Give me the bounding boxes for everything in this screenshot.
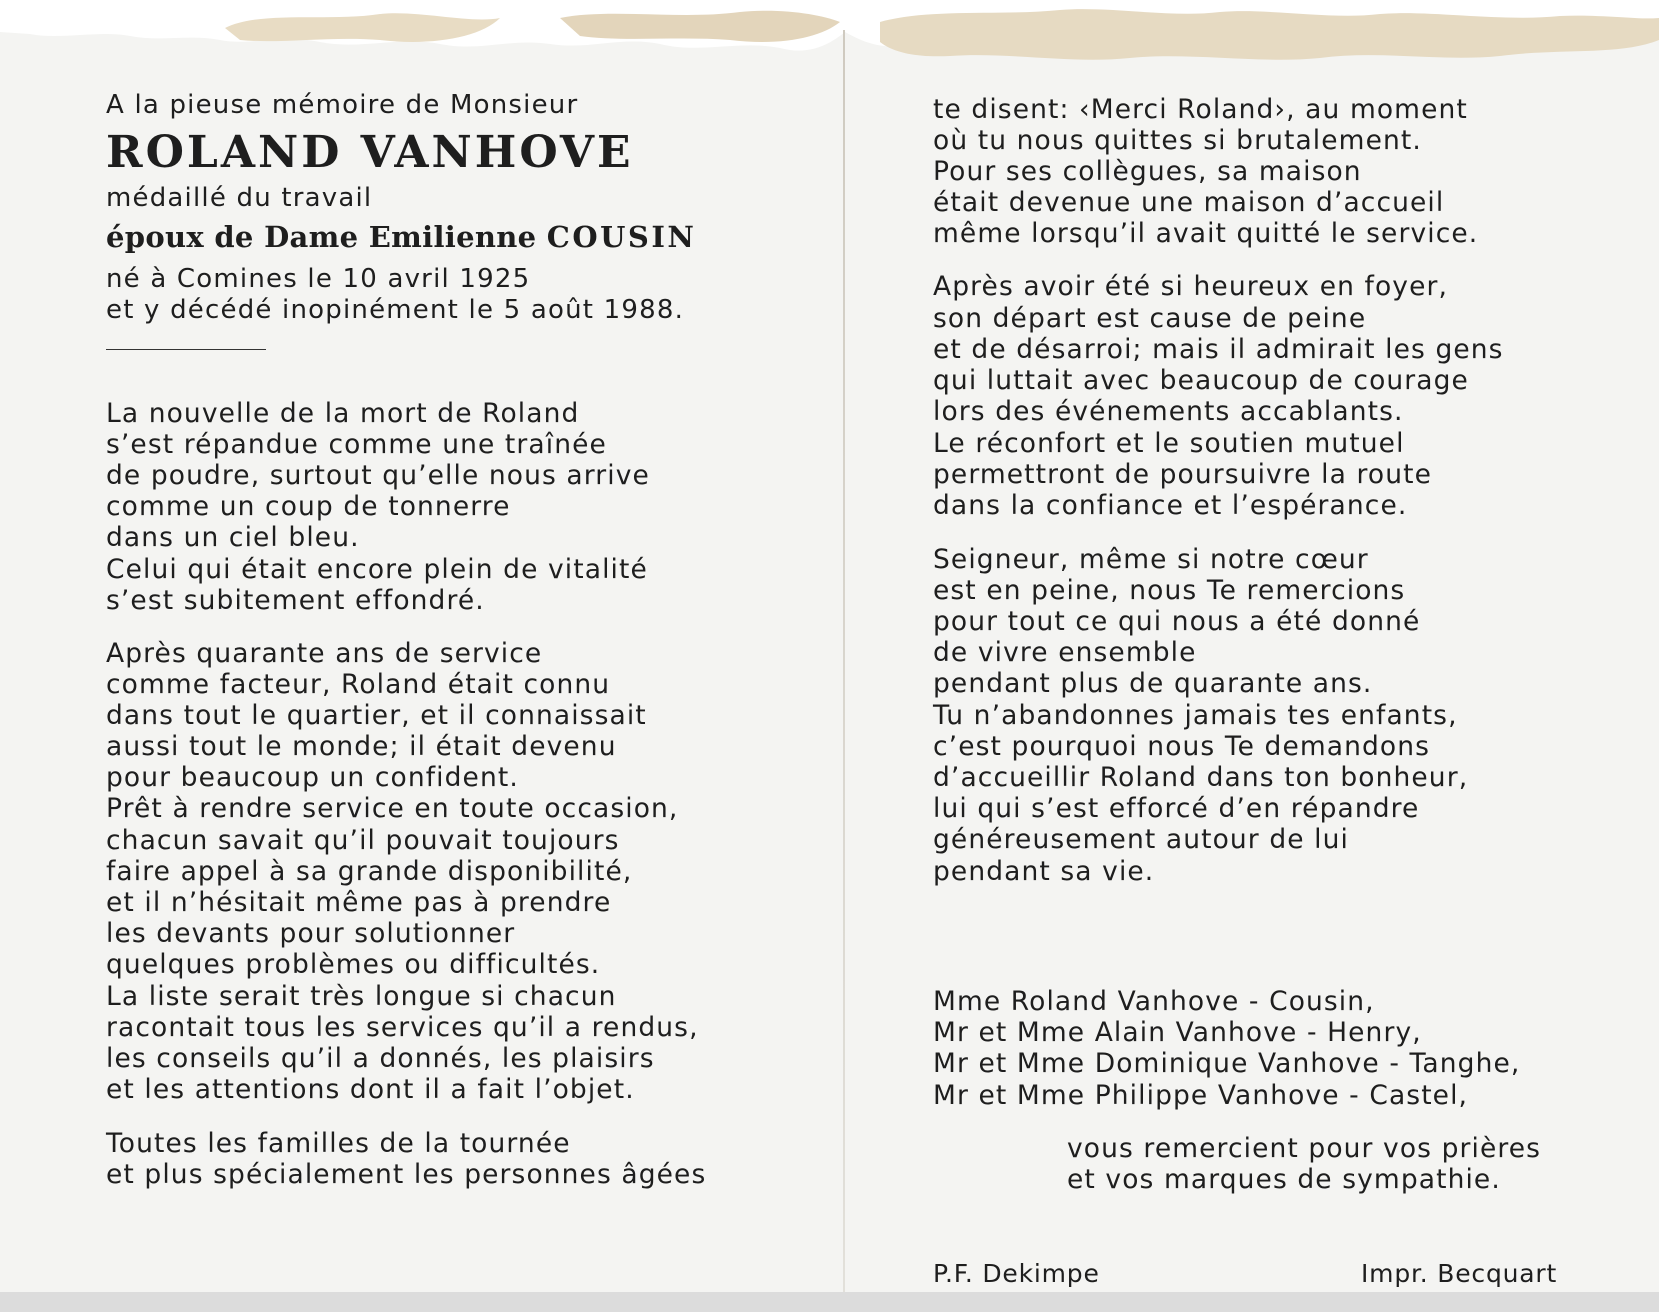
text-line: de poudre, surtout qu’elle nous arrive (106, 460, 650, 491)
text-line: Toutes les familles de la tournée (106, 1128, 571, 1159)
right-panel (933, 0, 1593, 1312)
text-line: même lorsqu’il avait quitté le service. (933, 218, 1479, 249)
spouse-prefix: époux de Dame Emilienne (106, 220, 537, 254)
death-line: et y décédé inopinément le 5 août 1988. (106, 295, 685, 325)
thanks-line: et vos marques de sympathie. (1067, 1164, 1501, 1195)
intro-line: A la pieuse mémoire de Monsieur (106, 90, 579, 120)
text-line: les conseils qu’il a donnés, les plaisirs (106, 1043, 655, 1074)
text-line: et de désarroi; mais il admirait les gens (933, 334, 1504, 365)
text-line: son départ est cause de peine (933, 303, 1367, 334)
divider-rule (106, 349, 266, 350)
text-line: chacun savait qu’il pouvait toujours (106, 825, 620, 856)
birth-line: né à Comines le 10 avril 1925 (106, 264, 531, 294)
text-line: aussi tout le monde; il était devenu (106, 731, 617, 762)
text-line: Seigneur, même si notre cœur (933, 544, 1369, 575)
spouse-surname: COUSIN (546, 220, 697, 254)
text-line: est en peine, nous Te remercions (933, 575, 1406, 606)
text-line: te disent: ‹Merci Roland›, au moment (933, 94, 1468, 125)
text-line: et plus spécialement les personnes âgées (106, 1159, 707, 1190)
text-line: pendant sa vie. (933, 856, 1155, 887)
text-line: pendant plus de quarante ans. (933, 668, 1373, 699)
text-line: s’est subitement effondré. (106, 585, 485, 616)
text-line: de vivre ensemble (933, 637, 1197, 668)
text-line: et il n’hésitait même pas à prendre (106, 887, 612, 918)
text-line: pour tout ce qui nous a été donné (933, 606, 1421, 637)
text-line: racontait tous les services qu’il a rendus, (106, 1012, 699, 1043)
text-line: où tu nous quittes si brutalement. (933, 125, 1422, 156)
family-line: Mme Roland Vanhove - Cousin, (933, 986, 1375, 1017)
text-line: Après quarante ans de service (106, 638, 543, 669)
text-line: Prêt à rendre service en toute occasion, (106, 793, 679, 824)
card-fold (843, 30, 845, 1292)
text-line: généreusement autour de lui (933, 824, 1349, 855)
text-line: d’accueillir Roland dans ton bonheur, (933, 762, 1469, 793)
text-line: comme un coup de tonnerre (106, 491, 511, 522)
left-panel (106, 0, 826, 1312)
distinction-line: médaillé du travail (106, 183, 373, 213)
spouse-line (106, 222, 696, 253)
family-line: Mr et Mme Philippe Vanhove - Castel, (933, 1080, 1469, 1111)
funeral-director: P.F. Dekimpe (933, 1259, 1100, 1288)
family-line: Mr et Mme Dominique Vanhove - Tanghe, (933, 1048, 1521, 1079)
thanks-line: vous remercient pour vos prières (1067, 1133, 1542, 1164)
printer: Impr. Becquart (1361, 1259, 1558, 1288)
text-line: Tu n’abandonnes jamais tes enfants, (933, 700, 1458, 731)
text-line: les devants pour solutionner (106, 918, 516, 949)
text-line: s’est répandue comme une traînée (106, 429, 607, 460)
text-line: La nouvelle de la mort de Roland (106, 398, 580, 429)
text-line: dans un ciel bleu. (106, 522, 360, 553)
text-line: Pour ses collègues, sa maison (933, 156, 1362, 187)
text-line: qui luttait avec beaucoup de courage (933, 365, 1469, 396)
text-line: pour beaucoup un confident. (106, 762, 519, 793)
text-line: Le réconfort et le soutien mutuel (933, 428, 1405, 459)
text-line: c’est pourquoi nous Te demandons (933, 731, 1431, 762)
text-line: dans tout le quartier, et il connaissait (106, 700, 647, 731)
text-line: La liste serait très longue si chacun (106, 981, 617, 1012)
text-line: faire appel à sa grande disponibilité, (106, 856, 633, 887)
text-line: permettront de poursuivre la route (933, 459, 1432, 490)
text-line: Celui qui était encore plein de vitalité (106, 554, 648, 585)
family-line: Mr et Mme Alain Vanhove - Henry, (933, 1017, 1422, 1048)
text-line: lors des événements accablants. (933, 396, 1404, 427)
text-line: comme facteur, Roland était connu (106, 669, 611, 700)
text-line: dans la confiance et l’espérance. (933, 490, 1408, 521)
text-line: était devenue une maison d’accueil (933, 187, 1445, 218)
text-line: Après avoir été si heureux en foyer, (933, 271, 1449, 302)
text-line: et les attentions dont il a fait l’objet. (106, 1074, 635, 1105)
text-line: lui qui s’est efforcé d’en répandre (933, 793, 1420, 824)
deceased-name: ROLAND VANHOVE (106, 127, 634, 178)
text-line: quelques problèmes ou difficultés. (106, 949, 601, 980)
